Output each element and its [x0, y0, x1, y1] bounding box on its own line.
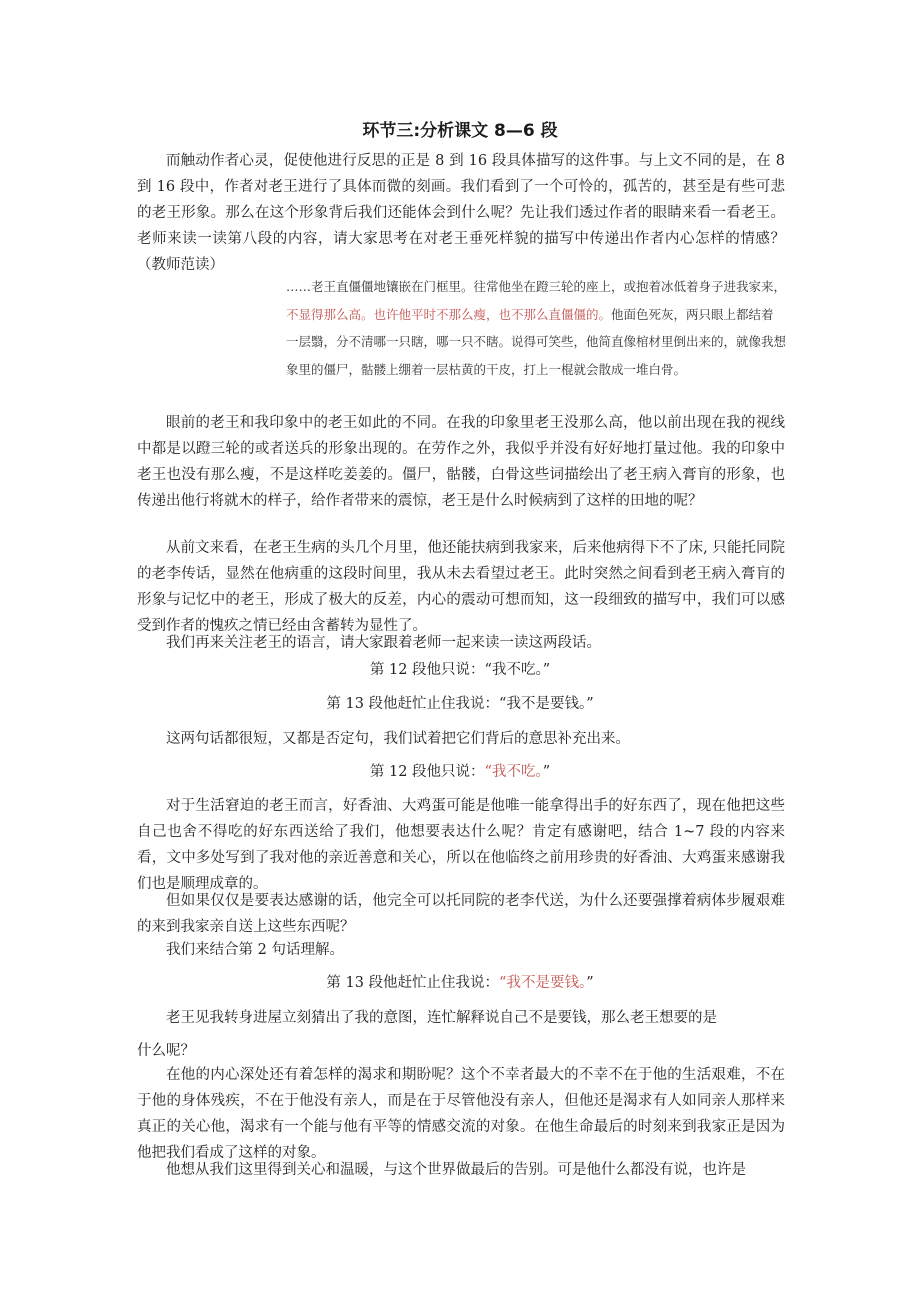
section-title: 环节三:分析课文 8—6 段 — [362, 121, 558, 141]
paragraph-intro: 而触动作者心灵，促使他进行反思的正是 8 到 16 段具体描写的这件事。与上文不同的是，在 8 到 16 段中，作者对老王进行了具体而微的刻画。我们看到了一个可怜的，孤苦的，甚至是有些可悲的老王形象。那么在这个形象背后我们还能体会到什么呢？先让我们透过作者的眼睛来看一看老王。老师来读一读第八段的内容，请大家思考在对老王垂死样貌的描写中传递出作者内心怎样的情感？（教师范读） — [137, 153, 785, 273]
quote-line-13: 第 13 段他赶忙止住我说：“我不是要钱。” — [326, 696, 594, 712]
quote-line-12: 第 12 段他只说：“我不吃。” — [369, 662, 551, 678]
paragraph-context: 从前文来看，在老王生病的头几个月里，他还能扶病到我家来，后来他病得下不了床, 只能托同院的老李传话，显然在他病重的这段时间里，我从未去看望过老王。此时突然之间看到老王病入膏肓的形象与记忆中的老王，形成了极大的反差，内心的震动可想而知，这一段细致的描写中，我们可以感受到作者的愧疚之情已经由含蓄转为显性了。 — [137, 540, 785, 634]
paragraph-farewell: 他想从我们这里得到关心和温暖，与这个世界做最后的告别。可是他什么都没有说，也许是 — [166, 1162, 746, 1178]
paragraph-second-sentence: 我们来结合第 2 句话理解。 — [166, 942, 344, 958]
quote-line-13-suffix: ” — [586, 975, 594, 991]
quote-line-13-highlight — [0, 970, 920, 996]
paragraph-intention-cont: 什么呢？ — [137, 1043, 195, 1059]
quoted-excerpt — [286, 273, 786, 383]
quote-part-2: 他面色死灰，两只眼上都结着一层翳，分不清哪一只瞎，哪一只不瞎。说得可笑些，他简直像棺材里倒出来的，就像我想象里的僵尸，骷髅上绷着一层枯黄的干皮，打上一棍就会散成一堆白骨。 — [286, 306, 787, 377]
quote-line-13-prefix: 第 13 段他赶忙止住我说： — [326, 975, 500, 991]
quote-part-1: ……老王直僵僵地镶嵌在门框里。往常他坐在蹬三轮的座上，或抱着冰低着身子进我家来， — [286, 279, 787, 294]
paragraph-comparison: 眼前的老王和我印象中的老王如此的不同。在我的印象里老王没那么高，他以前出现在我的视线中都是以蹬三轮的或者送兵的形象出现的。在劳作之外，我似乎并没有好好地打量过他。我的印象中老王也没有那么瘦，不是这样吃姜姜的。僵尸，骷髅，白骨这些词描绘出了老王病入膏肓的形象，也传递出他行将就木的样子，给作者带来的震惊，老王是什么时候病到了这样的田地的呢？ — [137, 415, 785, 509]
quote-line-12-prefix: 第 12 段他只说： — [369, 764, 485, 780]
paragraph-question: 但如果仅仅是要表达感谢的话，他完全可以托同院的老李代送，为什么还要强撑着病体步履艰难的来到我家亲自送上这些东西呢？ — [137, 893, 785, 935]
quote-line-12-suffix: ” — [542, 764, 551, 780]
paragraph-language: 我们再来关注老王的语言，请大家跟着老师一起来读一读这两段话。 — [166, 635, 601, 651]
paragraph-short-sentences: 这两句话都很短，又都是否定句，我们试着把它们背后的意思补充出来。 — [166, 731, 630, 747]
paragraph-gratitude: 对于生活窘迫的老王而言，好香油、大鸡蛋可能是他唯一能拿得出手的好东西了，现在他把这些自己也舍不得吃的好东西送给了我们，他想要表达什么呢？肯定有感谢吧，结合 1~7 段的内容来看，文中多处写到了我对他的亲近善意和关心，所以在他临终之前用珍贵的好香油、大鸡蛋来感谢我们也是顺理成章的。 — [137, 798, 785, 892]
paragraph-intention: 老王见我转身进屋立刻猜出了我的意图，连忙解释说自己不是要钱，那么老王想要的是 — [166, 1010, 717, 1026]
paragraph-longing: 在他的内心深处还有着怎样的渴求和期盼呢？这个不幸者最大的不幸不在于他的生活艰难，不在于他的身体残疾，不在于他没有亲人，而是在于尽管他没有亲人，但他还是渴求有人如同亲人那样来真正的关心他，渴求有一个能与他有平等的情感交流的对象。在他生命最后的时刻来到我家正是因为他把我们看成了这样的对象。 — [137, 1067, 785, 1161]
quote-line-12-red: “我不吃。 — [484, 764, 543, 780]
quote-line-12-highlight — [0, 759, 920, 785]
quote-line-13-red: “我不是要钱。 — [499, 975, 587, 991]
quote-highlight: 不显得那么高。也许他平时不那么瘦，也不那么直僵僵的。 — [286, 306, 612, 322]
